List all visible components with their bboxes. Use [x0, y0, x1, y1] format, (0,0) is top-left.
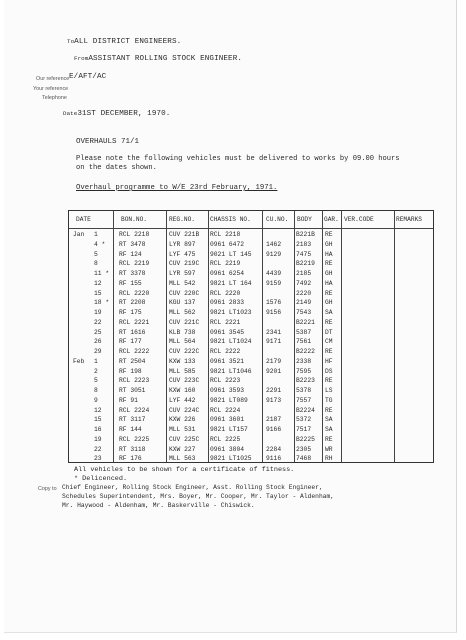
date-value: 31ST DECEMBER, 1970.	[77, 110, 171, 118]
cell-bon: RCL 2222	[119, 348, 150, 355]
cell-chassis: RCL 2220	[210, 289, 241, 297]
cell-day: 15	[94, 416, 102, 424]
copy-to-line-3: Mr. Haywood - Aldenham, Mr. Baskerville - Chiswick.	[62, 502, 255, 509]
cell-chassis: 9821 LT 164	[210, 279, 252, 287]
cell-gar: WR	[325, 445, 333, 453]
cell-cu: 4439	[266, 270, 282, 277]
cell-bon: RT 1616	[119, 328, 146, 336]
cell-gar: SA	[325, 426, 333, 433]
table-row	[69, 328, 433, 338]
to-label: To	[67, 38, 75, 45]
cell-chassis: 9821 LT1023	[210, 309, 252, 316]
footer-note-1: All vehicles to be shown for a certificate of fitness.	[74, 466, 295, 474]
table-row	[69, 454, 433, 464]
cell-reg: CUV 225C	[169, 435, 200, 443]
cell-day: 16	[94, 426, 102, 433]
cell-reg: LYR 597	[169, 270, 196, 277]
cell-body: 5372	[296, 416, 312, 424]
cell-body: B2219	[296, 260, 315, 268]
cell-body: 5387	[296, 328, 312, 336]
cell-chassis: RCL 2219	[210, 260, 241, 268]
cell-body: 7517	[296, 426, 312, 433]
cell-body: 2338	[296, 357, 312, 365]
table-row	[69, 279, 433, 289]
cell-day: 19	[94, 309, 102, 316]
cell-gar: HF	[325, 357, 333, 365]
cell-chassis: 9821 LT1024	[210, 338, 252, 346]
cell-cu: 9156	[266, 309, 282, 316]
table-row	[69, 318, 433, 328]
table-row	[69, 376, 433, 386]
cell-day: 18 *	[94, 299, 110, 307]
cell-cu: 9201	[266, 367, 282, 375]
cell-chassis: 0961 3601	[210, 416, 245, 424]
cell-reg: CUV 223C	[169, 377, 200, 385]
cell-reg: MLL 562	[169, 309, 196, 316]
cell-bon: RT 3118	[119, 445, 146, 453]
table-row	[69, 308, 433, 318]
your-reference-label: Your reference	[33, 86, 69, 92]
cell-day: 22	[94, 445, 102, 453]
table-row	[69, 386, 433, 396]
to-value: ALL DISTRICT ENGINEERS.	[74, 38, 182, 46]
table-row	[69, 406, 433, 416]
table-row	[69, 269, 433, 279]
cell-cu: 1462	[266, 240, 282, 248]
cell-day: 12	[94, 406, 102, 414]
cell-reg: KXW 226	[169, 416, 196, 424]
table-row	[69, 425, 433, 435]
cell-reg: KLB 738	[169, 328, 196, 336]
cell-bon: RF 124	[119, 250, 142, 258]
table-row	[69, 289, 433, 299]
cell-chassis: 0961 2833	[210, 299, 245, 307]
cell-month: Feb	[73, 357, 85, 365]
cell-chassis: 0961 6254	[210, 270, 245, 277]
cell-body: 2149	[296, 299, 312, 307]
cell-gar: HA	[325, 279, 333, 287]
cell-gar: RH	[325, 455, 333, 463]
cell-day: 2	[94, 367, 98, 375]
cell-cu: 2341	[266, 328, 282, 336]
cell-bon: RCL 2220	[119, 289, 150, 297]
date-label: Date	[63, 110, 78, 117]
cell-body: 7475	[296, 250, 312, 258]
table-row	[69, 396, 433, 406]
cell-bon: RF 177	[119, 338, 142, 346]
cell-chassis: RCL 2222	[210, 348, 241, 355]
cell-reg: CUV 222C	[169, 348, 200, 355]
cell-reg: MLL 564	[169, 338, 196, 346]
cell-reg: KXW 227	[169, 445, 196, 453]
cell-day: 12	[94, 279, 102, 287]
cell-body: 5378	[296, 387, 312, 394]
cell-gar: SA	[325, 309, 333, 316]
our-reference-label: Our reference	[36, 76, 70, 82]
header-gar: GAR.	[324, 216, 339, 223]
cell-body: B2223	[296, 377, 315, 385]
cell-bon: RF 198	[119, 367, 142, 375]
cell-chassis: 0961 3804	[210, 445, 245, 453]
table-row	[69, 367, 433, 377]
header-chassis-no: CHASSIS NO.	[210, 216, 251, 223]
cell-reg: KGU 137	[169, 299, 196, 307]
cell-reg: LYF 442	[169, 396, 196, 404]
cell-cu: 9129	[266, 250, 282, 258]
cell-gar: LS	[325, 387, 333, 394]
cell-bon: RF 176	[119, 455, 142, 463]
copy-to-line-2: Schedules Superintendent, Mrs. Boyer, Mr. Cooper, Mr. Taylor - Aldenham,	[62, 493, 335, 500]
cell-day: 8	[94, 387, 98, 394]
cell-bon: RCL 2218	[119, 231, 150, 238]
overhaul-table	[68, 210, 434, 463]
cell-cu: 9171	[266, 338, 282, 346]
cell-reg: KXW 133	[169, 357, 196, 365]
cell-gar: CM	[325, 338, 333, 346]
our-reference-value: E/AFT/AC	[69, 73, 107, 81]
cell-gar: RE	[325, 406, 333, 414]
cell-day: 4 *	[94, 240, 106, 248]
cell-chassis: 9821 LT089	[210, 396, 248, 404]
cell-body: B2225	[296, 435, 315, 443]
cell-day: 9	[94, 396, 98, 404]
cell-reg: CUV 221B	[169, 231, 200, 238]
header-body: BODY	[297, 216, 312, 223]
cell-reg: MLL 542	[169, 279, 196, 287]
cell-gar: TG	[325, 396, 333, 404]
cell-day: 26	[94, 338, 102, 346]
cell-gar: RE	[325, 231, 333, 238]
header-date: DATE	[76, 216, 91, 223]
table-row	[69, 347, 433, 357]
cell-gar: RE	[325, 348, 333, 355]
table-row	[69, 435, 433, 445]
cell-chassis: 9021 LT 145	[210, 250, 252, 258]
cell-cu: 2179	[266, 357, 282, 365]
cell-gar: RE	[325, 377, 333, 385]
cell-gar: RE	[325, 289, 333, 297]
cell-cu: 9116	[266, 455, 282, 463]
telephone-label: Telephone	[42, 95, 67, 101]
cell-gar: HA	[325, 250, 333, 258]
to-line	[67, 38, 181, 46]
cell-day: 5	[94, 250, 98, 258]
cell-gar: GH	[325, 270, 333, 277]
cell-reg: CUV 220C	[169, 289, 200, 297]
table-row	[69, 415, 433, 425]
table-row	[69, 298, 433, 308]
cell-cu: 2284	[266, 445, 282, 453]
cell-body: 7468	[296, 455, 312, 463]
cell-chassis: RCL 2221	[210, 318, 241, 326]
header-remarks: REMARKS	[396, 216, 422, 223]
cell-body: B221B	[296, 231, 315, 238]
table-row	[69, 250, 433, 260]
table-row	[69, 259, 433, 269]
cell-bon: RF 155	[119, 279, 142, 287]
cell-bon: RT 3478	[119, 240, 146, 248]
cell-reg: LYF 475	[169, 250, 196, 258]
cell-cu: 9173	[266, 396, 282, 404]
from-line	[74, 55, 242, 63]
cell-chassis: RCL 2225	[210, 435, 241, 443]
cell-day: 11 *	[94, 270, 110, 277]
body-line-2: on the dates shown.	[76, 164, 157, 172]
cell-bon: RF 175	[119, 309, 142, 316]
cell-cu: 2291	[266, 387, 282, 394]
cell-body: 7561	[296, 338, 312, 346]
header-reg-no: REG.NO.	[169, 216, 195, 223]
cell-day: 5	[94, 377, 98, 385]
table-row	[69, 445, 433, 455]
from-label: From	[74, 55, 89, 62]
cell-day: 8	[94, 260, 98, 268]
cell-chassis: 0961 3521	[210, 357, 245, 365]
cell-day: 1	[94, 231, 98, 238]
cell-gar: GH	[325, 240, 333, 248]
body-line-1: Please note the following vehicles must be delivered to works by 09.00 hours	[76, 155, 400, 163]
cell-chassis: 0961 3593	[210, 387, 245, 394]
header-ver-code: VER.CODE	[344, 216, 374, 223]
cell-bon: RT 3378	[119, 270, 146, 277]
cell-chassis: 9821 LT157	[210, 426, 248, 433]
cell-body: 7543	[296, 309, 312, 316]
cell-chassis: RCL 2224	[210, 406, 241, 414]
cell-chassis: 9821 LT1046	[210, 367, 252, 375]
cell-day: 25	[94, 328, 102, 336]
cell-body: B2221	[296, 318, 315, 326]
cell-cu: 1576	[266, 299, 282, 307]
cell-reg: MLL 563	[169, 455, 196, 463]
cell-day: 1	[94, 357, 98, 365]
table-row	[69, 357, 433, 367]
memo-page	[4, 0, 457, 633]
from-value: ASSISTANT ROLLING STOCK ENGINEER.	[88, 55, 243, 63]
cell-gar: GH	[325, 299, 333, 307]
subject-line: OVERHAULS 71/1	[76, 138, 140, 146]
cell-gar: SA	[325, 416, 333, 424]
cell-bon: RCL 2223	[119, 377, 150, 385]
copy-to-line-1: Chief Engineer, Rolling Stock Engineer, Asst. Rolling Stock Engineer,	[62, 484, 323, 491]
cell-reg: CUV 221C	[169, 318, 200, 326]
cell-chassis: RCL 2223	[210, 377, 241, 385]
cell-chassis: 9821 LT1025	[210, 455, 252, 463]
copy-to-label: Copy to	[38, 486, 57, 492]
cell-day: 19	[94, 435, 102, 443]
table-row	[69, 240, 433, 250]
cell-reg: CUV 224C	[169, 406, 200, 414]
cell-bon: RCL 2225	[119, 435, 150, 443]
cell-bon: RCL 2224	[119, 406, 150, 414]
cell-bon: RT 2208	[119, 299, 146, 307]
cell-chassis: RCL 2218	[210, 231, 241, 238]
cell-body: 7595	[296, 367, 312, 375]
table-row	[69, 337, 433, 347]
programme-heading: Overhaul programme to W/E 23rd February, 1971.	[76, 184, 278, 192]
cell-gar: RE	[325, 435, 333, 443]
cell-bon: RF 144	[119, 426, 142, 433]
cell-bon: RT 2504	[119, 357, 146, 365]
cell-gar: DS	[325, 367, 333, 375]
header-cu-no: CU.NO.	[266, 216, 289, 223]
footer-note-2: * Delicenced.	[74, 475, 128, 483]
table-body	[69, 230, 433, 464]
cell-body: 2185	[296, 270, 312, 277]
cell-day: 22	[94, 318, 102, 326]
cell-day: 23	[94, 455, 102, 463]
cell-body: 2305	[296, 445, 312, 453]
cell-reg: MLL 585	[169, 367, 196, 375]
table-row	[69, 230, 433, 240]
cell-body: 7492	[296, 279, 312, 287]
cell-cu: 9166	[266, 426, 282, 433]
date-line	[63, 110, 170, 118]
cell-bon: RT 3117	[119, 416, 146, 424]
cell-day: 29	[94, 348, 102, 355]
cell-reg: KXW 160	[169, 387, 196, 394]
cell-gar: DT	[325, 328, 333, 336]
cell-body: B2224	[296, 406, 315, 414]
cell-bon: RCL 2221	[119, 318, 150, 326]
cell-cu: 2187	[266, 416, 282, 424]
cell-body: 7557	[296, 396, 312, 404]
cell-day: 15	[94, 289, 102, 297]
cell-reg: CUV 219C	[169, 260, 200, 268]
cell-chassis: 0961 3545	[210, 328, 245, 336]
cell-month: Jan	[73, 231, 85, 238]
cell-reg: LYR 897	[169, 240, 196, 248]
cell-cu: 9159	[266, 279, 282, 287]
cell-bon: RCL 2219	[119, 260, 150, 268]
cell-body: 2220	[296, 289, 312, 297]
cell-reg: MLL 531	[169, 426, 196, 433]
cell-chassis: 0961 6472	[210, 240, 245, 248]
header-bon-no: BON.NO.	[121, 216, 147, 223]
cell-gar: RE	[325, 260, 333, 268]
cell-body: 2183	[296, 240, 312, 248]
cell-bon: RF 91	[119, 396, 138, 404]
cell-bon: RT 3051	[119, 387, 146, 394]
cell-body: B2222	[296, 348, 315, 355]
cell-gar: RE	[325, 318, 333, 326]
